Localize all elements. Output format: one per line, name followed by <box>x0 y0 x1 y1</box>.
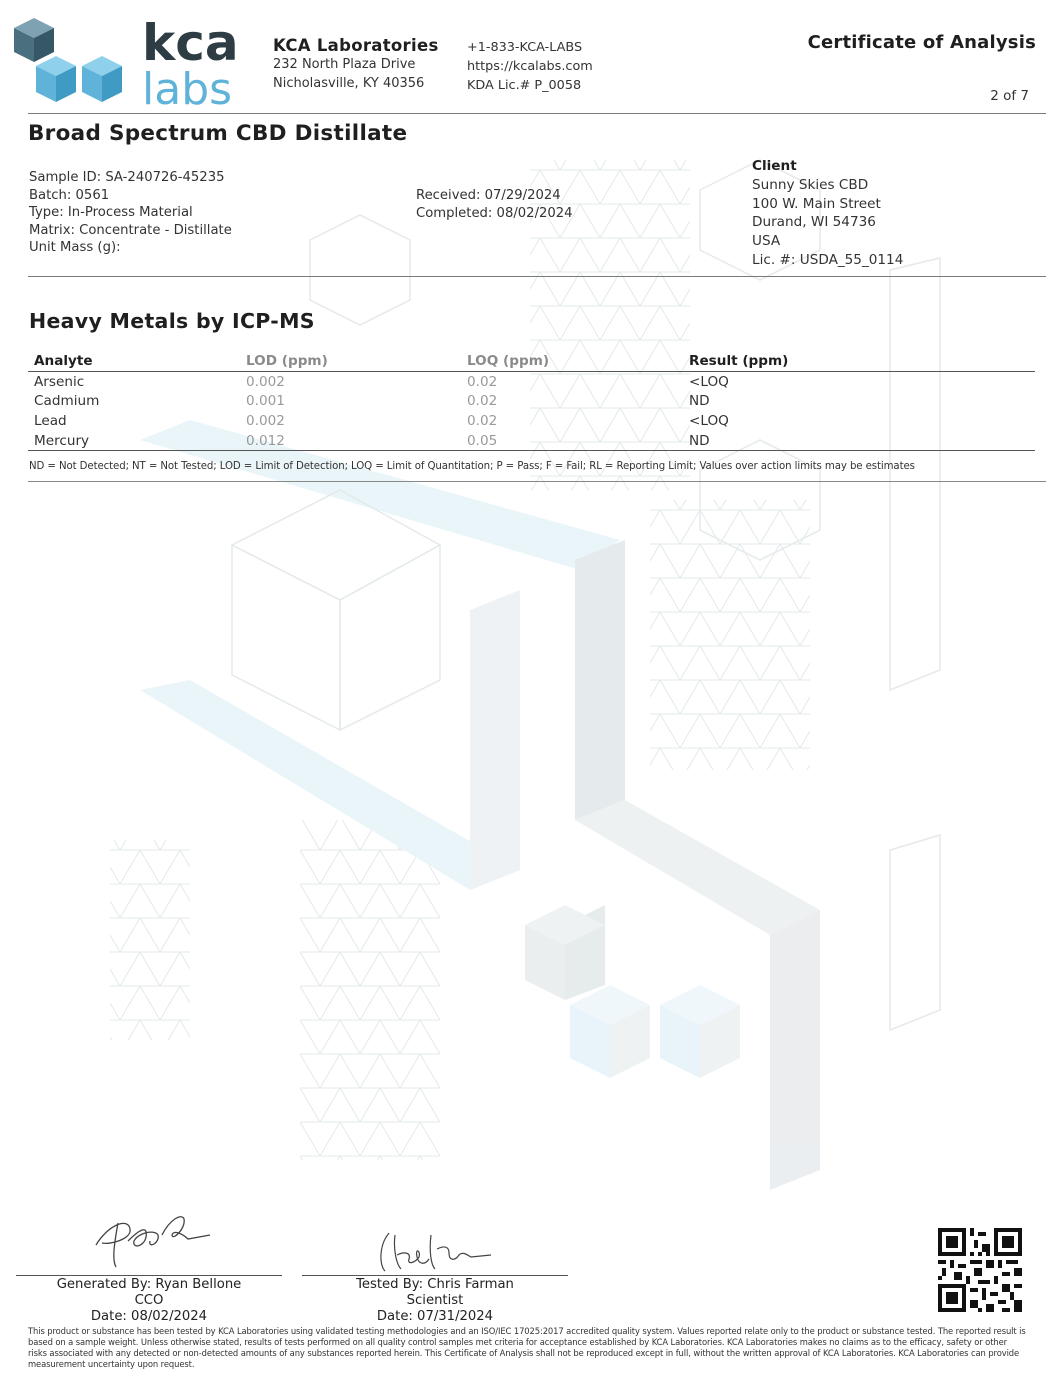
heavy-metals-table <box>28 352 1035 451</box>
analyte-cell: Arsenic <box>34 373 85 390</box>
logo-text-labs: labs <box>142 64 233 110</box>
lab-address <box>273 36 439 93</box>
table-row <box>28 372 1035 392</box>
table-row <box>28 392 1035 412</box>
analyte-cell: Lead <box>34 412 67 429</box>
signature-ryan-bellone <box>88 1205 218 1275</box>
completed-date: Completed: 08/02/2024 <box>416 205 573 221</box>
lod-cell: 0.001 <box>246 393 285 410</box>
lod-cell: 0.002 <box>246 373 285 390</box>
qr-code-icon[interactable] <box>938 1228 1022 1312</box>
tested-by-title: Scientist <box>406 1293 464 1308</box>
unit-mass: Unit Mass (g): <box>29 240 121 255</box>
table-header-row <box>28 352 1035 372</box>
sample-id: Sample ID: SA-240726-45235 <box>29 170 225 185</box>
sample-dates <box>416 187 573 222</box>
lab-phone: +1-833-KCA-LABS <box>467 40 583 55</box>
loq-cell: 0.02 <box>467 393 498 410</box>
lab-city: Nicholasville, KY 40356 <box>273 76 425 91</box>
logo-text-kca: kca <box>142 14 239 72</box>
signature-line-tested <box>302 1275 568 1276</box>
tested-by-block <box>302 1277 568 1325</box>
analyte-cell: Cadmium <box>34 393 100 410</box>
info-divider <box>28 276 1046 277</box>
logo-cubes-icon <box>14 18 122 102</box>
loq-cell: 0.05 <box>461 431 683 451</box>
signature-line-generated <box>16 1275 282 1276</box>
result-cell: ND <box>683 431 1035 451</box>
kca-labs-logo <box>12 14 252 110</box>
abbreviation-legend: ND = Not Detected; NT = Not Tested; LOD = Limit of Detection; LOQ = Limit of Quantitation; P = Pass; F = Fail; RL = Reporting Limit; Values over action limits may be estimates <box>29 461 915 472</box>
generated-by-date: Date: 08/02/2024 <box>90 1309 208 1324</box>
client-label: Client <box>752 158 797 174</box>
product-name: Broad Spectrum CBD Distillate <box>28 121 408 146</box>
lab-street: 232 North Plaza Drive <box>273 57 416 72</box>
client-info <box>752 157 903 270</box>
batch: Batch: 0561 <box>29 187 110 203</box>
client-name: Sunny Skies CBD <box>752 176 869 193</box>
lod-cell: 0.002 <box>246 412 285 429</box>
generated-by-block <box>16 1277 282 1325</box>
loq-cell: 0.02 <box>467 373 498 390</box>
sample-type: Type: In-Process Material <box>29 205 193 220</box>
result-cell: <LOQ <box>689 373 729 390</box>
sample-info <box>29 169 232 257</box>
lab-name: KCA Laboratories <box>273 36 439 55</box>
table-row <box>28 411 1035 431</box>
column-header-loq: LOQ (ppm) <box>461 352 683 372</box>
lod-cell: 0.012 <box>240 431 461 451</box>
document-title: Certificate of Analysis <box>807 32 1036 53</box>
client-city: Durand, WI 54736 <box>752 214 876 231</box>
client-street: 100 W. Main Street <box>752 195 881 212</box>
header-divider <box>28 113 1046 114</box>
result-cell: ND <box>689 393 710 410</box>
legal-disclaimer: This product or substance has been tested by KCA Laboratories using validated testing methodologies and an ISO/IEC 17025:2017 accredited quality system. Values reported relate only to the product or substance tested. The reported result is based on a sample weight. Unless otherwise stated, results of tests performed on all quality control samples met criteria for acceptance established by KCA Laboratories. KCA Laboratories makes no claims as to the efficacy, safety or other risks associated with any detected or non-detected amounts of any substances reported herein. This Certificate of Analysis shall not be reproduced except in full, without the written approval of KCA Laboratories. KCA Laboratories can provide measurement uncertainty upon request. <box>28 1326 1026 1369</box>
loq-cell: 0.02 <box>467 412 498 429</box>
client-license: Lic. #: USDA_55_0114 <box>752 251 904 268</box>
sample-matrix: Matrix: Concentrate - Distillate <box>29 222 232 238</box>
tested-by-name: Tested By: Chris Farman <box>356 1277 514 1292</box>
signature-chris-farman <box>375 1225 495 1280</box>
column-header-analyte: Analyte <box>28 352 240 372</box>
client-country: USA <box>752 233 781 250</box>
received-date: Received: 07/29/2024 <box>416 188 561 203</box>
column-header-result: Result (ppm) <box>683 352 1035 372</box>
section-title: Heavy Metals by ICP-MS <box>29 309 315 333</box>
lab-license: KDA Lic.# P_0058 <box>467 78 582 93</box>
table-row <box>28 431 1035 451</box>
lab-contact <box>467 38 593 95</box>
generated-by-name: Generated By: Ryan Bellone <box>56 1277 242 1292</box>
legend-divider <box>28 481 1046 482</box>
lab-website: https://kcalabs.com <box>467 59 593 74</box>
generated-by-title: CCO <box>134 1293 164 1308</box>
result-cell: <LOQ <box>689 412 729 429</box>
tested-by-date: Date: 07/31/2024 <box>376 1309 494 1324</box>
column-header-lod: LOD (ppm) <box>240 352 461 372</box>
analyte-cell: Mercury <box>28 431 240 451</box>
page-number: 2 of 7 <box>990 88 1029 104</box>
